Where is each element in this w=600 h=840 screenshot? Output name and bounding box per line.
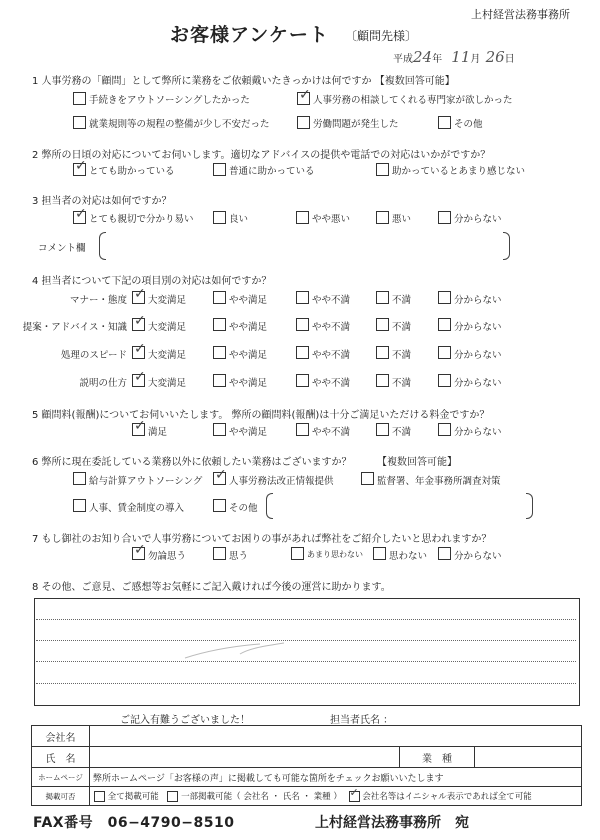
q4-checkbox[interactable] (438, 374, 451, 387)
question-3: 3 担当者の対応は如何ですか？ (32, 196, 172, 207)
q4-scale-label: 分からない (454, 350, 502, 361)
q3-comment-label: コメント欄 (38, 243, 86, 254)
q3-checkbox-bad[interactable] (376, 211, 389, 224)
publish-checkbox-initials[interactable] (349, 786, 360, 802)
check-mark-icon: ✓ (349, 786, 359, 799)
q4-checkbox[interactable] (132, 369, 146, 387)
page-subtitle: 〔顧問先様〕 (345, 29, 418, 43)
check-mark-icon: ✓ (75, 206, 87, 222)
company-label: 会社名 (32, 726, 90, 747)
q1-checkbox-labor-issue[interactable] (297, 116, 310, 129)
q4-scale-label: やや不満 (312, 322, 351, 333)
q7-checkbox-no[interactable] (373, 547, 386, 560)
q4-checkbox[interactable] (376, 346, 389, 359)
q4-checkbox[interactable] (438, 291, 451, 304)
q4-scale-label: 不満 (392, 350, 412, 361)
date-month: 11 (451, 48, 471, 66)
publish-checkbox-partial[interactable] (167, 791, 178, 802)
q2-checkbox-very-helpful[interactable] (73, 158, 87, 176)
q6-checkbox-payroll[interactable] (73, 472, 86, 485)
q4-checkbox[interactable] (296, 346, 309, 359)
name-label: 氏 名 (32, 747, 90, 768)
question-4: 4 担当者について下記の項目別の対応は如何ですか？ (32, 276, 272, 287)
date-month-unit: 月 (470, 54, 481, 65)
q4-checkbox[interactable] (132, 341, 146, 359)
q7-label-definitely: 勿論思う (148, 551, 187, 562)
q4-scale-label: 大変満足 (148, 295, 187, 306)
q1-checkbox-expert[interactable] (297, 87, 311, 105)
q4-checkbox[interactable] (296, 374, 309, 387)
q6-checkbox-other[interactable] (213, 499, 226, 512)
fax-number: FAX番号 06−4790−8510 (33, 815, 235, 831)
date-field (393, 48, 515, 66)
q5-label-unknown: 分からない (454, 427, 502, 438)
publish-options (90, 787, 582, 806)
publish-label-initials: 会社名等はイニシャル表示であれば全て可能 (362, 792, 532, 802)
check-mark-icon: ✓ (75, 158, 87, 174)
q4-scale-label: やや満足 (229, 350, 268, 361)
question-6: 6 弊所に現在委託している業務以外に依頼したい業務はございますか？ (32, 457, 352, 468)
q7-label-not-much: あまり思わない (307, 550, 363, 559)
date-day: 26 (485, 48, 505, 66)
check-mark-icon: ✓ (134, 286, 146, 302)
writing-line (36, 619, 576, 620)
q8-comment-box[interactable] (34, 598, 580, 706)
q4-scale-label: 大変満足 (148, 322, 187, 333)
page-title: お客様アンケート (170, 24, 329, 46)
q4-checkbox[interactable] (438, 346, 451, 359)
q4-scale-label: やや不満 (312, 350, 351, 361)
publish-checkbox-all[interactable] (94, 791, 105, 802)
question-8: 8 その他、ご意見、ご感想等お気軽にご記入戴ければ今後の運営に助かります。 (32, 582, 391, 593)
check-mark-icon: ✓ (134, 369, 146, 385)
writing-line (36, 640, 576, 641)
q3-checkbox-very-kind[interactable] (73, 206, 87, 224)
q4-scale-label: 分からない (454, 378, 502, 389)
date-day-unit: 日 (504, 54, 515, 65)
q6-label-audit: 監督署、年金事務所調査対策 (377, 476, 501, 487)
q6-checkbox-law-info[interactable] (213, 467, 227, 485)
q5-label-dissatisfied: 不満 (392, 427, 412, 438)
question-1: 1 人事労務の「顧問」として弊所に業務をご依頼戴いたきっかけは何ですか 【複数回答可能】 (32, 76, 455, 87)
check-mark-icon: ✓ (134, 542, 146, 558)
q1-label-labor-issue: 労働問題が発生した (313, 119, 399, 130)
comment-bracket-left (99, 232, 106, 260)
other-bracket-left (266, 493, 273, 519)
other-bracket-right (526, 493, 533, 519)
q4-checkbox[interactable] (296, 291, 309, 304)
publish-label-all: 全て掲載可能 (107, 792, 159, 802)
writing-line (36, 661, 576, 662)
q4-scale-label: 不満 (392, 378, 412, 389)
q7-label-yes: 思う (229, 551, 249, 562)
q4-row-label: 処理のスピード (60, 350, 127, 361)
q2-label-not-helpful: 助かっているとあまり感じない (392, 166, 526, 177)
pencil-scribble (180, 640, 290, 662)
check-mark-icon: ✓ (134, 418, 146, 434)
q6-other-field[interactable] (274, 493, 526, 517)
q4-checkbox[interactable] (213, 374, 226, 387)
company-input[interactable] (90, 726, 582, 747)
q4-scale-label: やや不満 (312, 378, 351, 389)
q4-row-label: 提案・アドバイス・知識 (22, 322, 127, 333)
q6-checkbox-audit[interactable] (361, 472, 374, 485)
q5-label-somewhat-satisfied: やや満足 (229, 427, 268, 438)
q4-checkbox[interactable] (132, 286, 146, 304)
q2-checkbox-not-helpful[interactable] (376, 163, 389, 176)
info-table (31, 725, 582, 806)
firm-name: 上村経営法務事務所 (471, 8, 570, 21)
q5-checkbox-unknown[interactable] (438, 423, 451, 436)
q6-label-wage-system: 人事、賃金制度の導入 (89, 503, 185, 514)
q1-label-other: その他 (454, 119, 483, 130)
q1-checkbox-other[interactable] (438, 116, 451, 129)
q4-checkbox[interactable] (376, 318, 389, 331)
homepage-label: ホームページ (32, 768, 90, 787)
q7-checkbox-unknown[interactable] (438, 547, 451, 560)
q3-label-bad: 悪い (392, 214, 412, 225)
question-7: 7 もし御社のお知り合いで人事労務についてお困りの事があれば弊社をご紹介したいと思われますか？ (32, 534, 492, 545)
q4-scale-label: やや満足 (229, 322, 268, 333)
industry-input[interactable] (475, 747, 582, 768)
q1-checkbox-outsourcing[interactable] (73, 92, 86, 105)
q7-label-no: 思わない (389, 551, 428, 562)
q6-checkbox-wage-system[interactable] (73, 499, 86, 512)
q7-checkbox-definitely[interactable] (132, 542, 146, 560)
q1-label-expert: 人事労務の相談してくれる専門家が欲しかった (313, 95, 513, 106)
q4-row-label: マナー・態度 (69, 295, 127, 306)
q6-label-other: その他 (229, 503, 258, 514)
check-mark-icon: ✓ (215, 467, 227, 483)
q1-label-outsourcing: 手続きをアウトソーシングしたかった (89, 95, 250, 106)
industry-label: 業 種 (400, 747, 475, 768)
q3-label-somewhat-bad: やや悪い (312, 214, 351, 225)
q5-checkbox-somewhat-dissatisfied[interactable] (296, 423, 309, 436)
q4-scale-label: 大変満足 (148, 350, 187, 361)
check-mark-icon: ✓ (134, 341, 146, 357)
q3-label-very-kind: とても親切で分かり易い (89, 214, 194, 225)
q7-checkbox-yes[interactable] (213, 547, 226, 560)
q4-scale-label: 分からない (454, 295, 502, 306)
q3-label-good: 良い (229, 214, 249, 225)
check-mark-icon: ✓ (134, 313, 146, 329)
q4-scale-label: 不満 (392, 322, 412, 333)
q4-checkbox[interactable] (213, 291, 226, 304)
q3-comment-field[interactable] (107, 232, 503, 258)
q5-checkbox-satisfied[interactable] (132, 418, 146, 436)
q5-checkbox-dissatisfied[interactable] (376, 423, 389, 436)
q4-checkbox[interactable] (376, 374, 389, 387)
q5-label-somewhat-dissatisfied: やや不満 (312, 427, 351, 438)
q1-label-rules: 就業規則等の規程の整備が少し不安だった (89, 119, 270, 130)
date-year-unit: 年 (432, 54, 443, 65)
q3-checkbox-good[interactable] (213, 211, 226, 224)
q3-label-unknown: 分からない (454, 214, 502, 225)
q7-checkbox-not-much[interactable] (291, 547, 304, 560)
check-mark-icon: ✓ (299, 87, 311, 103)
q4-checkbox[interactable] (376, 291, 389, 304)
q2-label-very-helpful: とても助かっている (89, 166, 175, 177)
q4-checkbox[interactable] (213, 346, 226, 359)
question-5: 5 顧問料(報酬)についてお伺いいたします。 弊所の顧問料(報酬)は十分ご満足いただける料金ですか？ (32, 410, 490, 421)
question-2: 2 弊所の日頃の対応についてお伺いします。適切なアドバイスの提供や電話での対応はいかがですか？ (32, 150, 491, 161)
q6-label-payroll: 給与計算アウトソーシング (89, 476, 203, 487)
homepage-text: 弊所ホームページ「お客様の声」に掲載しても可能な箇所をチェックお願いいたします (90, 768, 582, 787)
q7-label-unknown: 分からない (454, 551, 502, 562)
date-era: 平成 (393, 54, 413, 65)
q4-checkbox[interactable] (438, 318, 451, 331)
q3-checkbox-unknown[interactable] (438, 211, 451, 224)
q6-label-law-info: 人事労務法改正情報提供 (229, 476, 334, 487)
q3-checkbox-somewhat-bad[interactable] (296, 211, 309, 224)
date-year: 24 (413, 48, 433, 66)
publish-label-partial: 一部掲載可能（ 会社名 ・ 氏名 ・ 業種 ） (181, 792, 342, 802)
thanks-message: ご記入有難うございました！ (120, 715, 250, 726)
q4-scale-label: やや満足 (229, 295, 268, 306)
q4-scale-label: やや満足 (229, 378, 268, 389)
q2-label-normal: 普通に助かっている (229, 166, 315, 177)
staff-name-label: 担当者氏名 ： (330, 715, 394, 726)
q4-scale-label: やや不満 (312, 295, 351, 306)
q4-row-label: 説明の仕方 (79, 378, 127, 389)
q2-checkbox-normal[interactable] (213, 163, 226, 176)
q5-label-satisfied: 満足 (148, 427, 168, 438)
comment-bracket-right (503, 232, 510, 260)
writing-line (36, 683, 576, 684)
addressee: 上村経営法務事務所 宛 (315, 815, 469, 831)
publish-label: 掲載可否 (32, 787, 90, 806)
q4-scale-label: 大変満足 (148, 378, 187, 389)
q4-scale-label: 不満 (392, 295, 412, 306)
q1-checkbox-rules[interactable] (73, 116, 86, 129)
q4-checkbox[interactable] (132, 313, 146, 331)
q6-multi-note: 【複数回答可能】 (377, 457, 457, 468)
q5-checkbox-somewhat-satisfied[interactable] (213, 423, 226, 436)
q4-checkbox[interactable] (213, 318, 226, 331)
name-input[interactable] (90, 747, 400, 768)
q4-scale-label: 分からない (454, 322, 502, 333)
q4-checkbox[interactable] (296, 318, 309, 331)
